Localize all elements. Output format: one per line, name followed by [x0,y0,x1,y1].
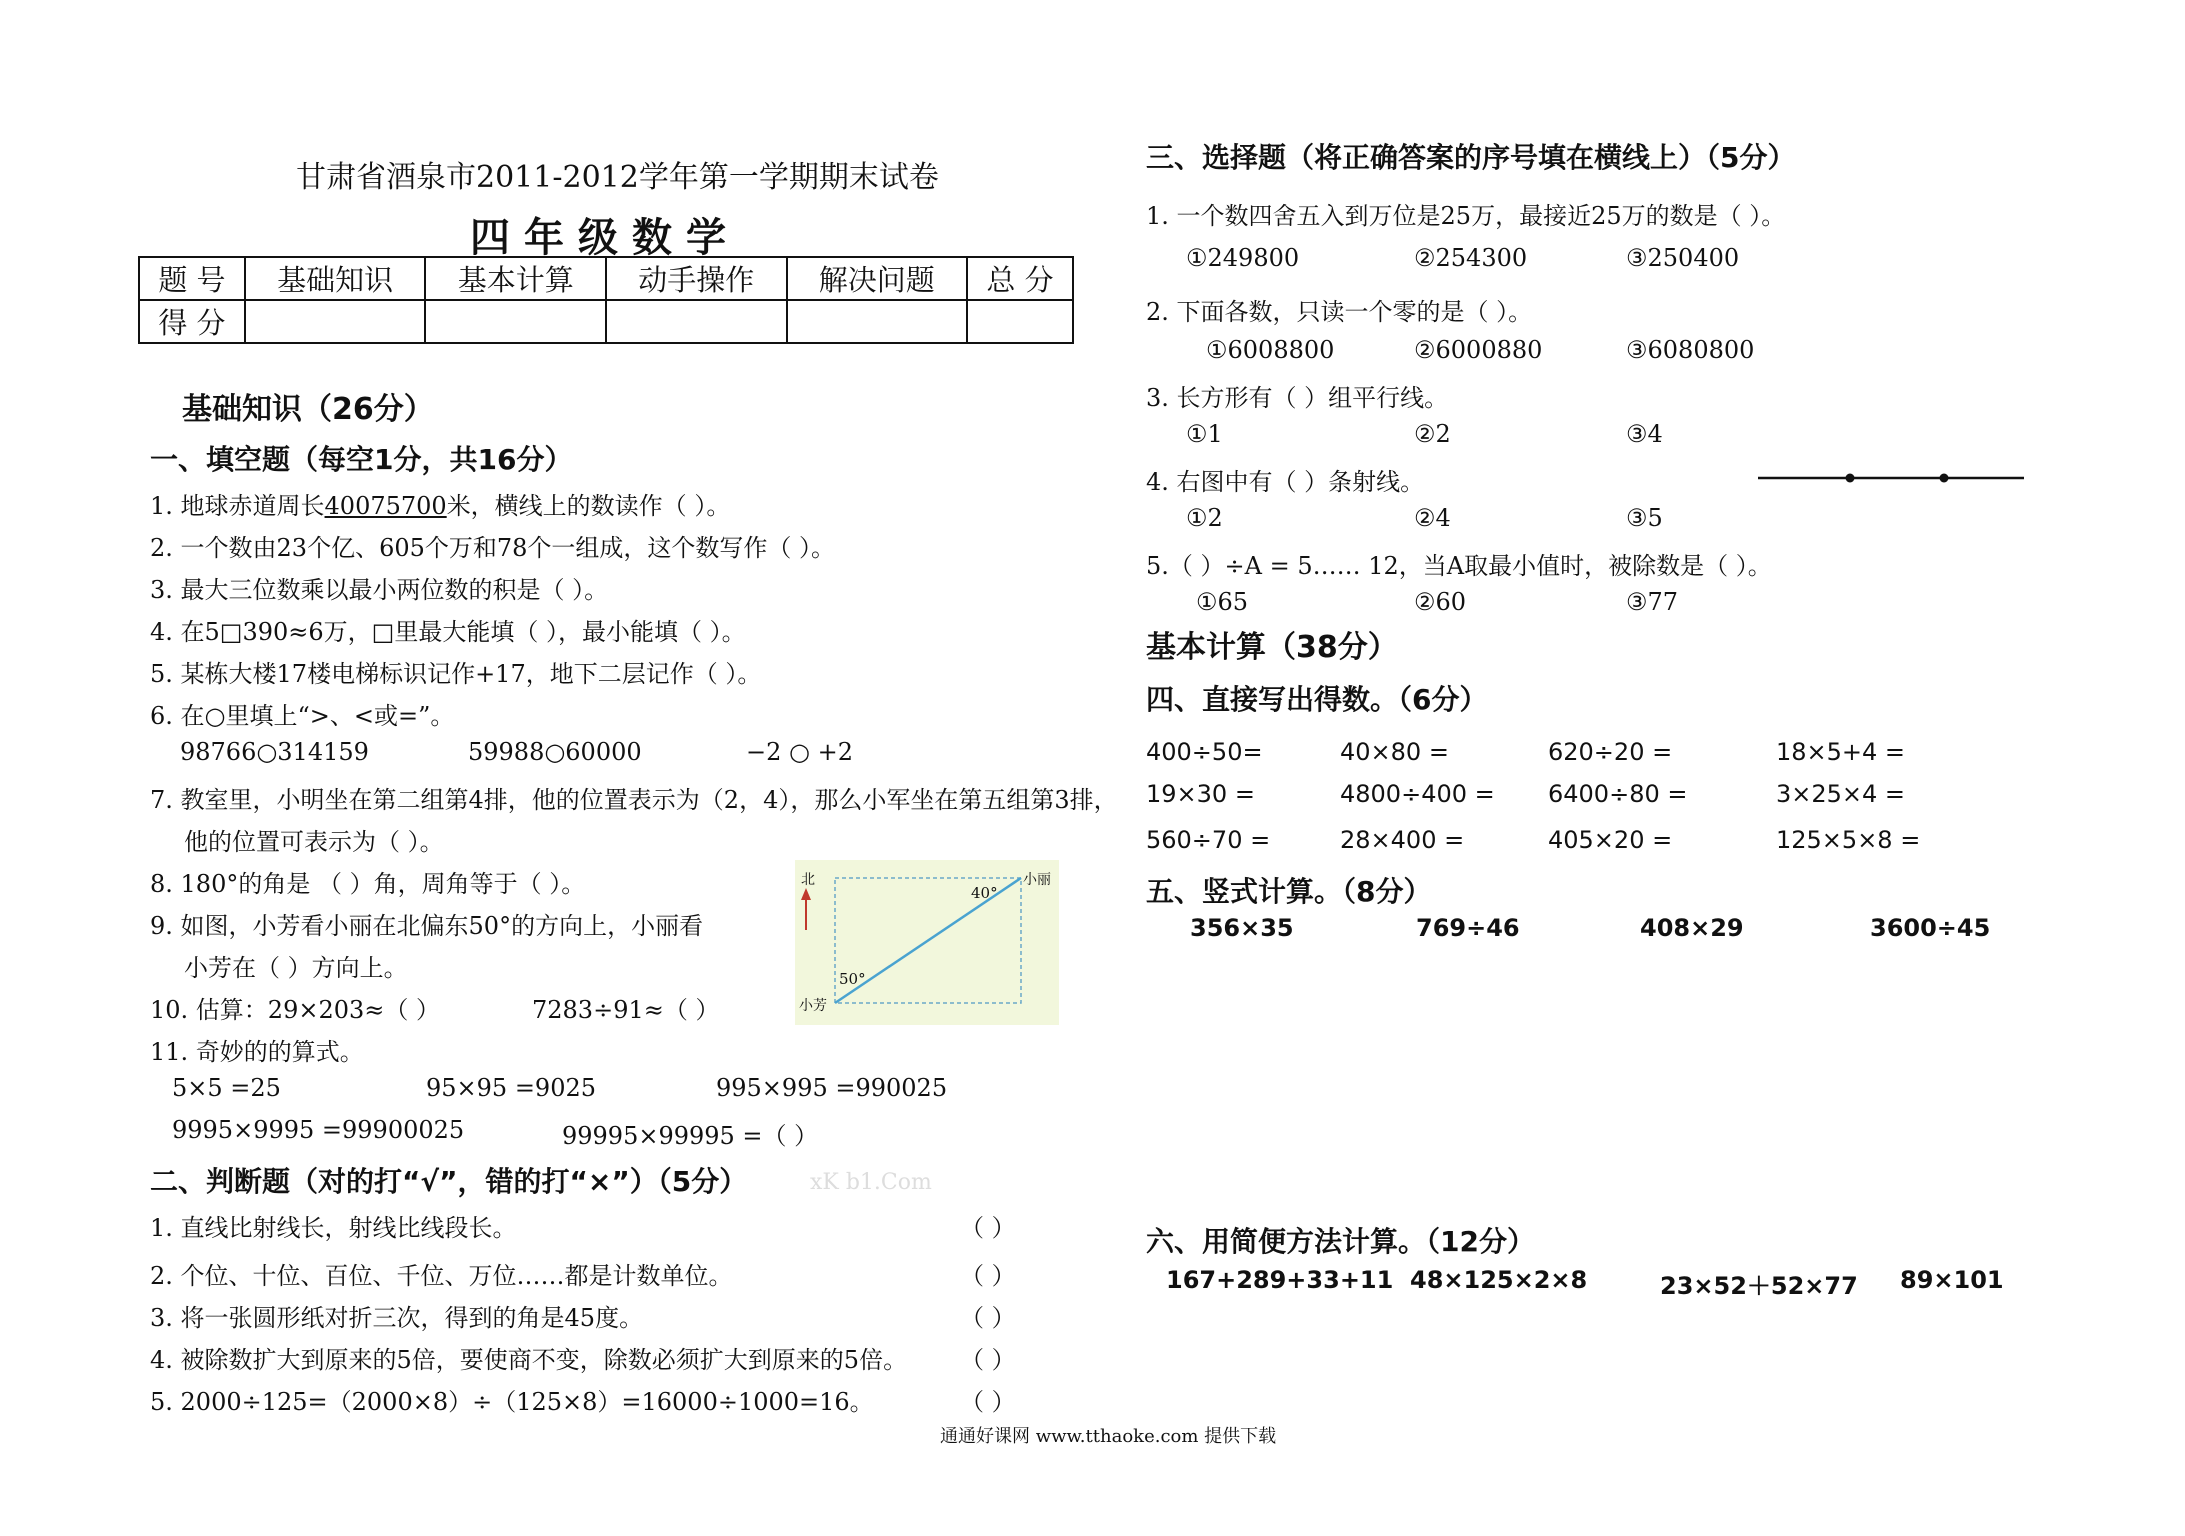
vertical-section-title: 五、竖式计算。（8分） [1146,875,1432,908]
fill-section-title: 一、填空题（每空1分，共16分） [150,443,573,476]
vertical-item-2: 769÷46 [1416,914,1520,942]
choice-q3-opt2: ②2 [1414,420,1451,448]
footer-credit: 通通好课网 www.tthaoke.com 提供下载 [940,1426,1277,1447]
subject-title: 四年级数学 [470,214,740,261]
vertical-item-1: 356×35 [1190,914,1294,942]
simple-item-4: 89×101 [1900,1266,2004,1294]
diagram-north-label: 北 [801,872,815,888]
score-table-score-row [139,300,1073,343]
direct-r1-c2: 40×80 = [1340,738,1449,766]
judge-answer-3[interactable]: （ ） [960,1304,1016,1332]
choice-q4-opt1: ①2 [1186,504,1223,532]
choice-section-title: 三、选择题（将正确答案的序号填在横线上）（5分） [1146,141,1796,174]
fill-q7-line2: 他的位置可表示为（ ）。 [184,828,444,856]
fill-q6: 6. 在○里填上“>、<或=”。 [150,702,455,730]
score-header-cell: 解决问题 [787,257,968,300]
fill-q4: 4. 在5□390≈6万，□里最大能填（ ），最小能填（ ）。 [150,618,746,646]
score-table-header-row [139,257,1073,300]
choice-q3-opt1: ①1 [1186,420,1223,448]
fill-q11-a: 5×5 =25 [172,1074,281,1102]
fill-q9-line2: 小芳在（ ）方向上。 [184,954,408,982]
score-cell [967,300,1073,343]
judge-item-1: 1. 直线比射线长，射线比线段长。 [150,1214,517,1242]
direct-r2-c2: 4800÷400 = [1340,780,1495,808]
fill-q3: 3. 最大三位数乘以最小两位数的积是（ ）。 [150,576,609,604]
choice-q2: 2. 下面各数，只读一个零的是（ ）。 [1146,298,1533,326]
fill-q11-b: 95×95 =9025 [426,1074,597,1102]
diagram-xiaoli-label: 小丽 [1023,872,1051,888]
diagram-xiaofang-label: 小芳 [799,998,827,1014]
score-header-cell: 总 分 [967,257,1073,300]
score-cell [606,300,787,343]
direct-r1-c1: 400÷50= [1146,738,1263,766]
choice-q2-opt2: ②6000880 [1414,336,1543,364]
fill-q11-d: 9995×9995 =99900025 [172,1116,465,1144]
score-header-cell: 基本计算 [425,257,606,300]
judge-item-2: 2. 个位、十位、百位、千位、万位……都是计数单位。 [150,1262,733,1290]
score-header-cell: 基础知识 [245,257,426,300]
section-calc-heading: 基本计算（38分） [1146,630,1398,665]
vertical-item-3: 408×29 [1640,914,1744,942]
fill-q1-pre: 1. 地球赤道周长 [150,492,325,520]
fill-q2: 2. 一个数由23个亿、605个万和78个一组成，这个数写作（ ）。 [150,534,836,562]
direct-section-title: 四、直接写出得数。（6分） [1146,683,1488,716]
fill-q9-line1: 9. 如图，小芳看小丽在北偏东50°的方向上，小丽看 [150,912,704,940]
choice-q4: 4. 右图中有（ ）条射线。 [1146,468,1425,496]
score-row-label: 得 分 [139,300,245,343]
choice-q3-opt3: ③4 [1626,420,1663,448]
choice-q2-opt1: ①6008800 [1206,336,1335,364]
choice-q5: 5.（ ）÷A = 5…… 12，当A取最小值时，被除数是（ ）。 [1146,552,1772,580]
direct-r1-c4: 18×5+4 = [1776,738,1906,766]
score-cell [787,300,968,343]
fill-q1-post: 米，横线上的数读作（ ）。 [446,492,731,520]
direct-r3-c4: 125×5×8 = [1776,826,1921,854]
judge-answer-4[interactable]: （ ） [960,1346,1016,1374]
section-basic-heading: 基础知识（26分） [182,392,434,427]
fill-q1 [150,486,730,521]
choice-q2-opt3: ③6080800 [1626,336,1755,364]
judge-item-4: 4. 被除数扩大到原来的5倍，要使商不变，除数必须扩大到原来的5倍。 [150,1346,908,1374]
score-cell [245,300,426,343]
vertical-item-4: 3600÷45 [1870,914,1991,942]
choice-q1-opt3: ③250400 [1626,244,1740,272]
ray-figure-point [1846,474,1855,483]
choice-q3: 3. 长方形有（ ）组平行线。 [1146,384,1449,412]
choice-q5-opt1: ①65 [1196,588,1249,616]
judge-item-5: 5. 2000÷125=（2000×8）÷（125×8）=16000÷1000=16。 [150,1388,874,1416]
score-cell [425,300,606,343]
diagram-angle-bottom: 50° [839,970,866,988]
diagram-angle-top: 40° [971,884,998,902]
fill-q6-a: 98766○314159 [180,738,369,766]
choice-q1: 1. 一个数四舍五入到万位是25万，最接近25万的数是（ ）。 [1146,202,1786,230]
fill-q11-e: 99995×99995 =（ ） [562,1122,819,1150]
north-arrow-icon [801,888,811,900]
choice-q1-opt1: ①249800 [1186,244,1300,272]
score-header-cell: 动手操作 [606,257,787,300]
choice-q4-opt2: ②4 [1414,504,1451,532]
judge-answer-2[interactable]: （ ） [960,1262,1016,1290]
ray-figure [1756,468,2026,488]
fill-q6-b: 59988○60000 [468,738,642,766]
fill-q10-a: 10. 估算：29×203≈（ ） [150,996,440,1024]
judge-answer-1[interactable]: （ ） [960,1214,1016,1242]
judge-answer-5[interactable]: （ ） [960,1388,1016,1416]
direct-r2-c3: 6400÷80 = [1548,780,1688,808]
judge-section-title: 二、判断题（对的打“√”，错的打“×”）（5分） [150,1165,748,1198]
fill-q11: 11. 奇妙的的算式。 [150,1038,364,1066]
simple-item-1: 167+289+33+11 [1166,1266,1394,1294]
judge-item-3: 3. 将一张圆形纸对折三次，得到的角是45度。 [150,1304,644,1332]
direction-diagram-svg [795,860,1059,1025]
choice-q5-opt3: ③77 [1626,588,1679,616]
score-table [138,256,1074,344]
watermark-text: xK b1.Com [810,1170,932,1195]
score-header-cell: 题 号 [139,257,245,300]
simple-item-3: 23×52＋52×77 [1660,1272,1858,1300]
ray-figure-point [1940,474,1949,483]
direct-r3-c1: 560÷70 = [1146,826,1271,854]
fill-q5: 5. 某栋大楼17楼电梯标识记作+17，地下二层记作（ ）。 [150,660,762,688]
simple-item-2: 48×125×2×8 [1410,1266,1588,1294]
fill-q11-c: 995×995 =990025 [716,1074,948,1102]
direct-r2-c4: 3×25×4 = [1776,780,1906,808]
fill-q1-number: 40075700 [324,492,447,520]
direct-r3-c2: 28×400 = [1340,826,1465,854]
direct-r3-c3: 405×20 = [1548,826,1673,854]
direction-diagram [795,860,1059,1025]
choice-q5-opt2: ②60 [1414,588,1467,616]
direct-r1-c3: 620÷20 = [1548,738,1673,766]
fill-q10-b: 7283÷91≈（ ） [532,996,720,1024]
exam-title: 甘肃省酒泉市2011-2012学年第一学期期末试卷 [296,160,939,195]
fill-q7-line1: 7. 教室里，小明坐在第二组第4排，他的位置表示为（2，4），那么小军坐在第五组第3排， [150,786,1118,814]
direct-r2-c1: 19×30 = [1146,780,1255,808]
choice-q1-opt2: ②254300 [1414,244,1528,272]
choice-q4-opt3: ③5 [1626,504,1663,532]
fill-q6-c: −2 ○ +2 [746,738,853,766]
simple-section-title: 六、用简便方法计算。（12分） [1146,1225,1535,1258]
fill-q8: 8. 180°的角是 （ ）角，周角等于（ ）。 [150,870,586,898]
